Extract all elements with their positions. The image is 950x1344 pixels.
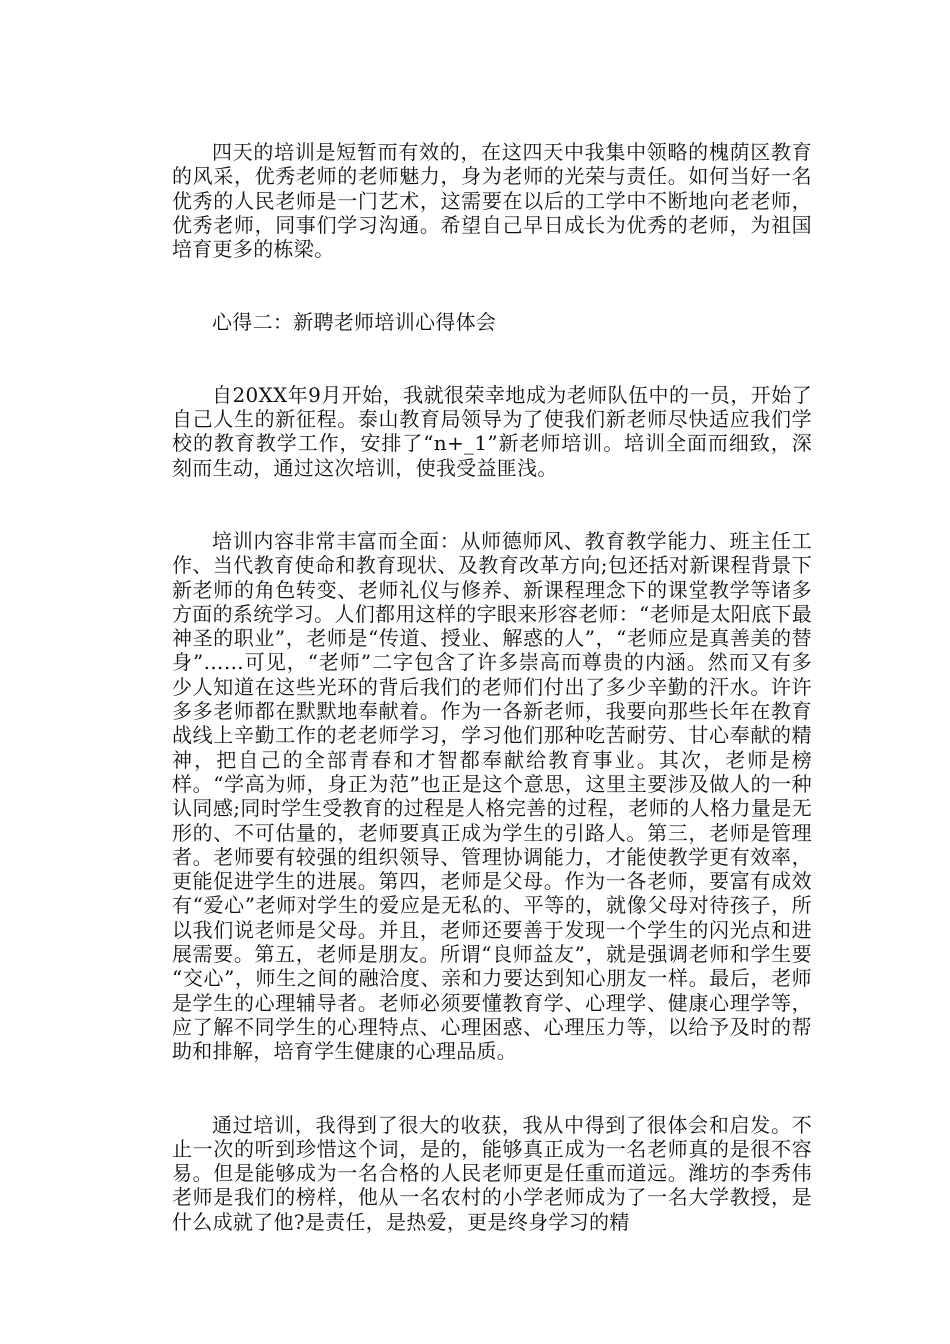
paragraph-training-content: 培训内容非常丰富而全面：从师德师风、教育教学能力、班主任工作、当代教育使命和教育现状、及教育改革方向;包还括对新课程背景下新老师的角色转变、老师礼仪与修养、新课程理念下的课堂教学等诸多方面的系统学习。人们都用这样的字眼来形容老师：“老师是太阳底下最神圣的职业”，老师是“传道、授业、解惑的人”，“老师应是真善美的替身”……可见，“老师”二字包含了许多崇高而尊贵的内涵。然而又有多少人知道在这些光环的背后我们的老师们付出了多少辛勤的汗水。许许多多老师都在默默地奉献着。作为一各新老师，我要向那些长年在教育战线上辛勤工作的老老师学习，学习他们那种吃苦耐劳、甘心奉献的精神，把自己的全部青春和才智都奉献给教育事业。其次，老师是榜样。“学高为师，身正为范”也正是这个意思，这里主要涉及做人的一种认同感;同时学生受教育的过程是人格完善的过程，老师的人格力量是无形的、不可估量的，老师要真正成为学生的引路人。第三，老师是管理者。老师要有较强的组织领导、管理协调能力，才能使教学更有效率，更能促进学生的进展。第四，老师是父母。作为一各老师，要富有成效有“爱心”老师对学生的爱应是无私的、平等的，就像父母对待孩子，所以我们说老师是父母。并且，老师还要善于发现一个学生的闪光点和进展需要。第五，老师是朋友。所谓“良师益友”，就是强调老师和学生要 “交心”，师生之间的融洽度、亲和力要达到知心朋友一样。最后，老师是学生的心理辅导者。老师必须要懂教育学、心理学、健康心理学等，应了解不同学生的心理特点、心理困惑、心理压力等，以给予及时的帮助和排解，培育学生健康的心理品质。	[172, 528, 812, 1064]
document-body	[172, 140, 812, 1283]
paragraph-training-summary: 四天的培训是短暂而有效的，在这四天中我集中领略的槐荫区教育的风采，优秀老师的老师魅力，身为老师的光荣与责任。如何当好一名优秀的人民老师是一门艺术，这需要在以后的工学中不断地向老老师，优秀老师，同事们学习沟通。希望自己早日成长为优秀的老师，为祖国培育更多的栋梁。	[172, 140, 812, 262]
section-heading: 心得二：新聘老师培训心得体会	[212, 310, 497, 335]
paragraph-gains: 通过培训，我得到了很大的收获，我从中得到了很体会和启发。不止一次的听到珍惜这个词，是的，能够真正成为一名老师真的是很不容易。但是能够成为一名合格的人民老师更是任重而道远。潍坊的李秀伟老师是我们的榜样，他从一名农村的小学老师成为了一名大学教授，是什么成就了他?是责任，是热爱，更是终身学习的精	[172, 1112, 812, 1234]
paragraph-intro: 自20XX年9月开始，我就很荣幸地成为老师队伍中的一员，开始了自己人生的新征程。泰山教育局领导为了使我们新老师尽快适应我们学校的教育教学工作，安排了“n+_1”新老师培训。培训全面而细致，深刻而生动，通过这次培训，使我受益匪浅。	[172, 382, 812, 480]
